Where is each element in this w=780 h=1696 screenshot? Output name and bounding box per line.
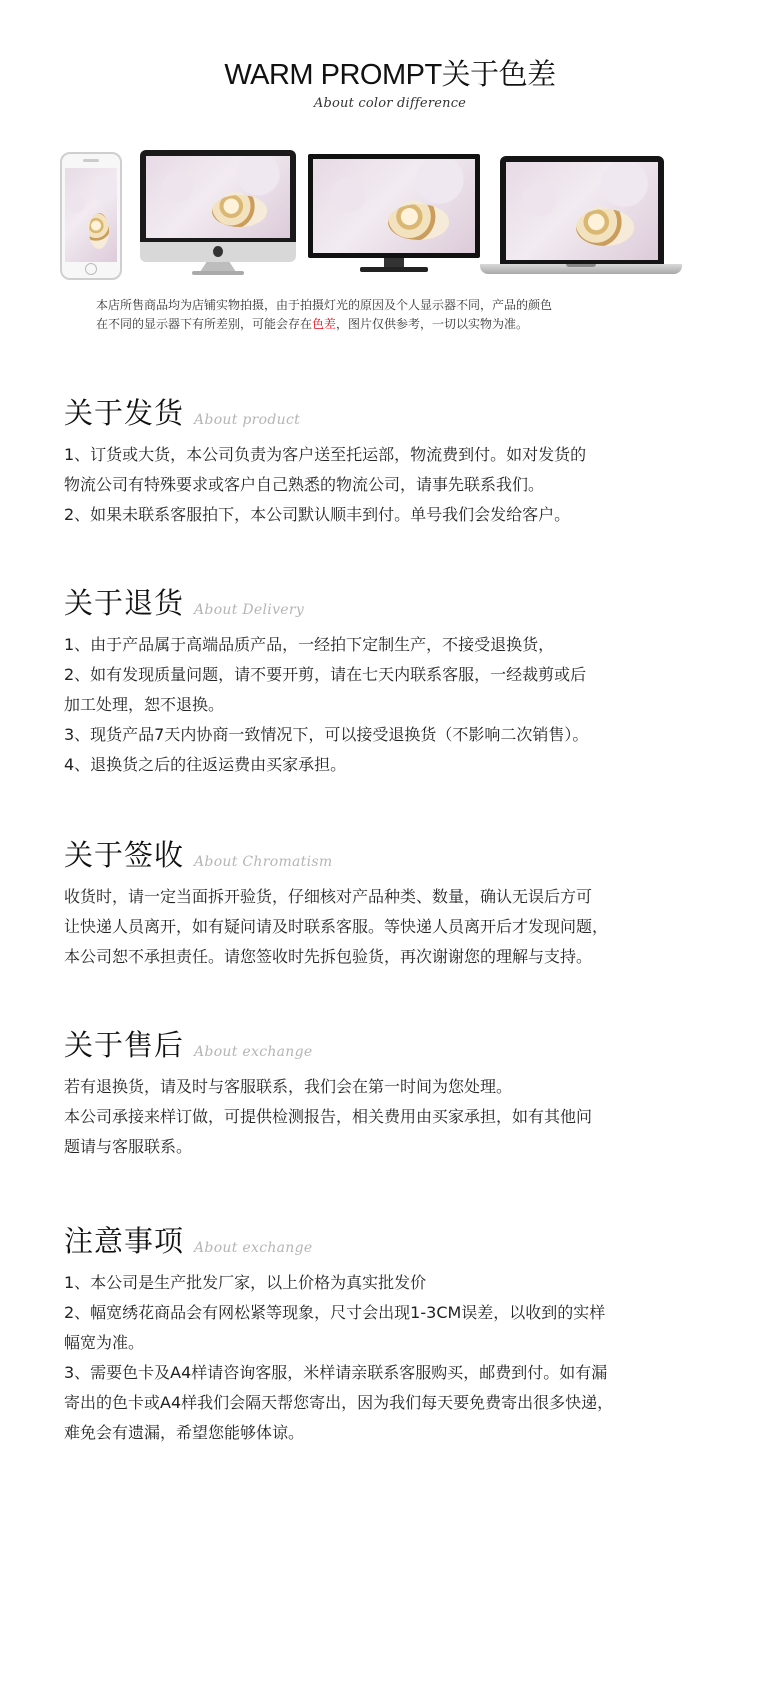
section-line: 2、如有发现质量问题，请不要开剪，请在七天内联系客服，一经裁剪或后 [64,665,587,684]
phone-speaker [83,159,99,162]
section-title: 关于签收 [64,838,185,872]
notice-line-2 [96,315,696,334]
color-difference-header [0,58,780,111]
section-heading [64,1220,714,1260]
section-line: 3、现货产品7天内协商一致情况下，可以接受退换货（不影响二次销售）。 [64,725,589,744]
laptop-screen-image [506,162,658,260]
section-line: 3、需要色卡及A4样请咨询客服，米样请亲联系客服购买，邮费到付。如有漏 [64,1363,608,1382]
section-line: 收货时，请一定当面拆开验货，仔细核对产品种类、数量，确认无误后方可 [64,887,593,906]
section-subtitle: About product [194,412,301,428]
notice-line-2-after: ，图片仅供参考，一切以实物为准。 [336,317,529,331]
section-after-sales [64,1024,714,1162]
section-subtitle: About exchange [194,1240,313,1256]
section-body [64,440,714,530]
section-returns [64,582,714,780]
imac-device [140,150,296,276]
section-line: 1、本公司是生产批发厂家，以上价格为真实批发价 [64,1273,427,1292]
section-line: 题请与客服联系。 [64,1137,193,1156]
section-subtitle: About Chromatism [194,854,333,870]
tv-base [360,267,428,272]
section-line: 让快递人员离开，如有疑问请及时联系客服。等快递人员离开后才发现问题， [64,917,609,936]
section-line: 1、订货或大货，本公司负责为客户送至托运部，物流费到付。如对发货的 [64,445,587,464]
phone-device [60,152,122,280]
imac-screen-image [146,156,290,238]
section-heading [64,582,714,622]
notice-highlight: 色差 [312,317,337,331]
section-body [64,882,714,972]
tv-device [308,154,480,276]
section-title: 注意事项 [64,1224,185,1258]
section-body [64,1268,714,1448]
section-line: 幅宽为准。 [64,1333,145,1352]
section-line: 若有退换货，请及时与客服联系，我们会在第一时间为您处理。 [64,1077,513,1096]
page-subtitle: About color difference [313,96,467,111]
phone-screen-image [65,168,117,262]
section-line: 物流公司有特殊要求或客户自己熟悉的物流公司，请事先联系我们。 [64,475,545,494]
section-receipt [64,834,714,972]
section-title: 关于售后 [64,1028,185,1062]
page-title: WARM PROMPT关于色差 [224,59,556,91]
section-notes [64,1220,714,1448]
section-shipping [64,392,714,530]
section-line: 2、如果未联系客服拍下，本公司默认顺丰到付。单号我们会发给客户。 [64,505,571,524]
section-line: 2、幅宽绣花商品会有网松紧等现象，尺寸会出现1-3CM误差，以收到的实样 [64,1303,606,1322]
section-body [64,1072,714,1162]
imac-foot [192,271,244,275]
section-line: 本公司承接来样订做，可提供检测报告，相关费用由买家承担，如有其他问 [64,1107,593,1126]
section-subtitle: About Delivery [194,602,305,618]
section-heading [64,1024,714,1064]
section-line: 本公司恕不承担责任。请您签收时先拆包验货，再次谢谢您的理解与支持。 [64,947,593,966]
laptop-notch [566,264,596,267]
notice-line-2-before: 在不同的显示器下有所差别，可能会存在 [96,317,313,331]
section-heading [64,834,714,874]
section-line: 1、由于产品属于高端品质产品，一经拍下定制生产，不接受退换货， [64,635,555,654]
section-heading [64,392,714,432]
laptop-device [480,156,682,278]
tv-screen-image [313,159,475,253]
section-line: 加工处理，恕不退换。 [64,695,225,714]
section-body [64,630,714,780]
phone-home-button [85,263,97,275]
color-difference-notice [96,296,696,334]
section-title: 关于发货 [64,396,185,430]
section-title: 关于退货 [64,586,185,620]
section-line: 寄出的色卡或A4样我们会隔天帮您寄出，因为我们每天要免费寄出很多快递， [64,1393,614,1412]
apple-logo-icon [213,246,223,257]
notice-line-1: 本店所售商品均为店铺实物拍摄，由于拍摄灯光的原因及个人显示器不同，产品的颜色 [96,298,553,312]
section-line: 4、退换货之后的往返运费由买家承担。 [64,755,347,774]
section-line: 难免会有遗漏，希望您能够体谅。 [64,1423,305,1442]
section-subtitle: About exchange [194,1044,313,1060]
